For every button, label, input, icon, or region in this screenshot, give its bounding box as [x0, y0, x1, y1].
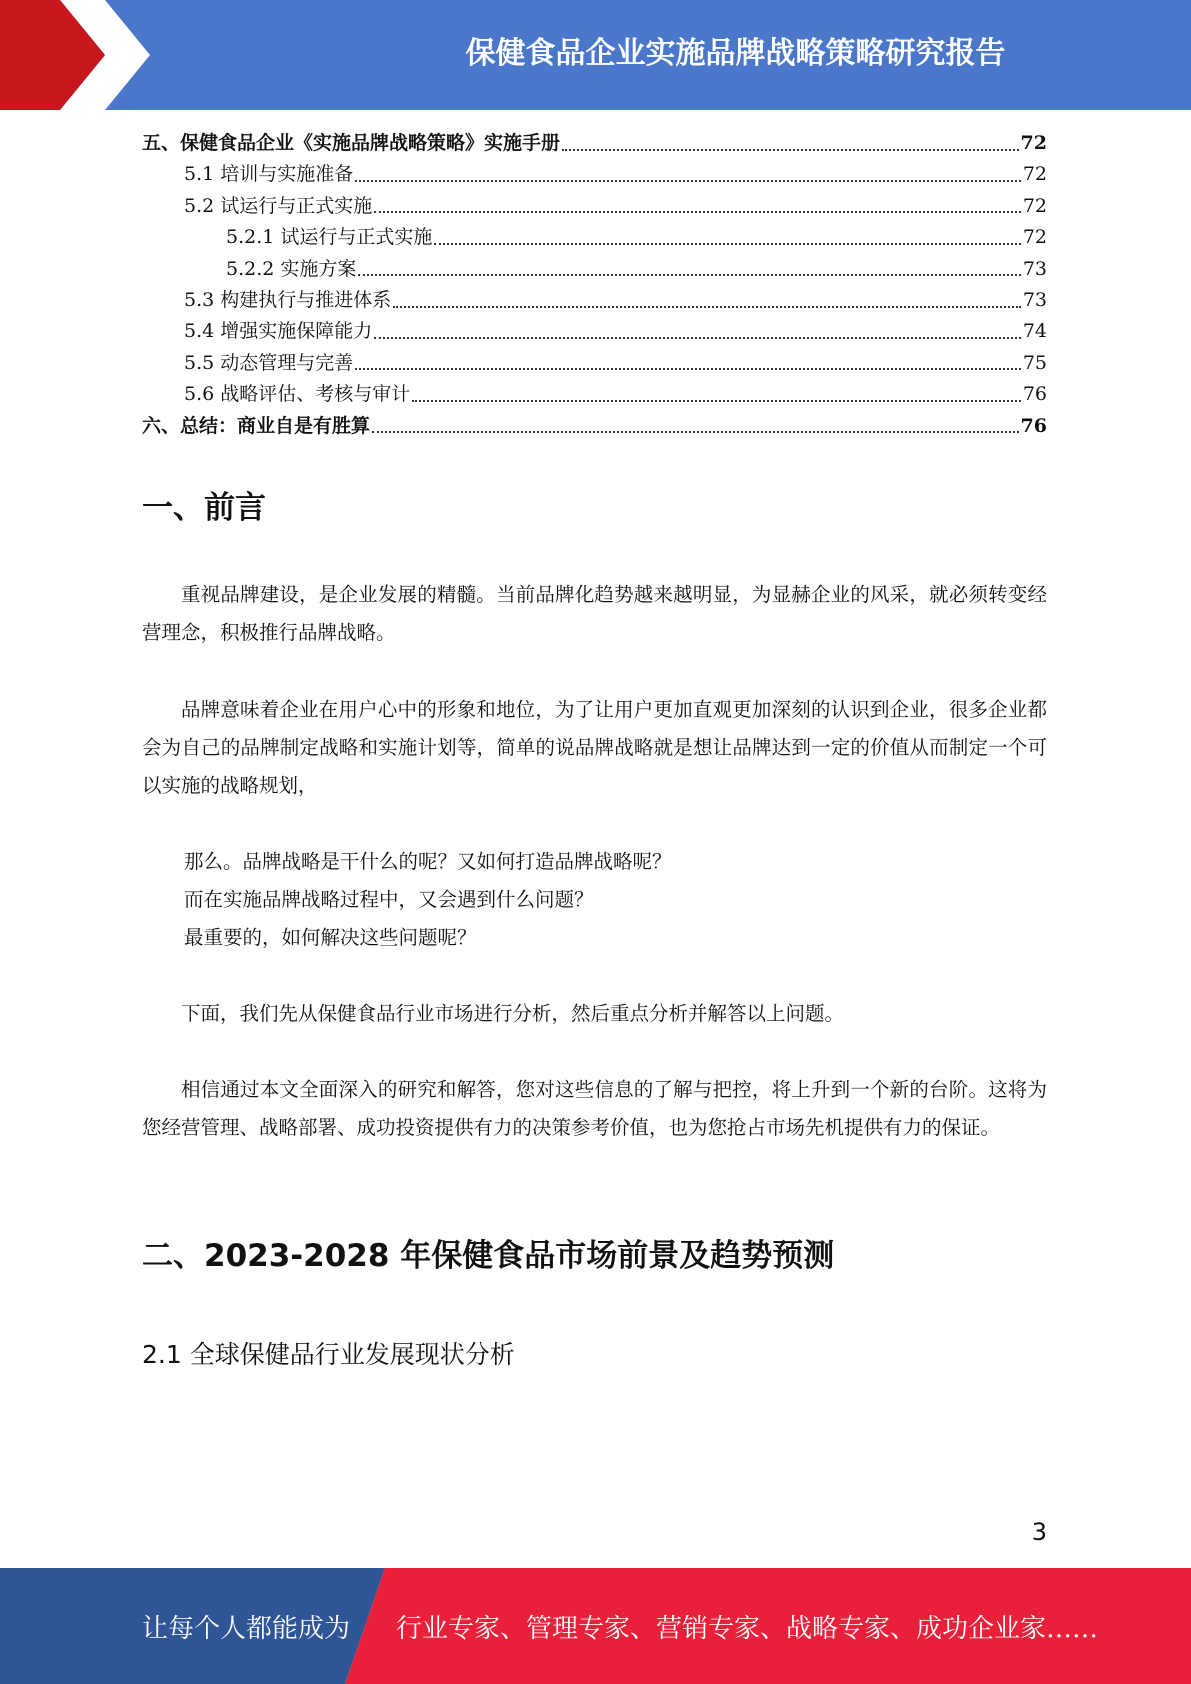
page-number: 3 — [1031, 1518, 1047, 1546]
header-title: 保健食品企业实施品牌战略策略研究报告 — [465, 36, 1006, 71]
question-line: 而在实施品牌战略过程中，又会遇到什么问题？ — [184, 888, 594, 911]
toc-entry[interactable] — [142, 348, 1047, 379]
toc-entry-page: 76 — [1022, 383, 1047, 406]
toc-entry[interactable] — [142, 411, 1047, 442]
toc-entry[interactable] — [142, 316, 1047, 347]
toc-entry-page: 72 — [1020, 132, 1047, 154]
footer-slogan-left: 让每个人都能成为 — [142, 1613, 351, 1644]
toc-dot-leader — [355, 368, 1021, 370]
toc-dot-leader — [434, 243, 1020, 245]
toc-entry[interactable] — [142, 222, 1047, 253]
toc-entry-page: 72 — [1022, 163, 1047, 186]
toc-entry[interactable] — [142, 379, 1047, 410]
toc-entry-title: 5.2 试运行与正式实施 — [184, 194, 373, 217]
toc-entry-page: 76 — [1020, 414, 1047, 437]
toc-dot-leader — [412, 400, 1021, 402]
toc-dot-leader — [393, 306, 1021, 308]
toc-entry-page: 73 — [1022, 288, 1047, 311]
toc-entry-title: 5.5 动态管理与完善 — [184, 351, 354, 374]
toc-entry-page: 72 — [1022, 226, 1047, 249]
toc-entry[interactable] — [142, 254, 1047, 285]
toc-dot-leader — [355, 180, 1021, 182]
toc-entry-page: 74 — [1022, 320, 1047, 343]
paragraph: 重视品牌建设，是企业发展的精髓。当前品牌化趋势越来越明显，为显赫企业的风采，就必须转变经营理念，积极推行品牌战略。 — [142, 583, 1047, 644]
toc-entry-page: 75 — [1022, 351, 1047, 374]
toc-entry-page: 73 — [1022, 257, 1047, 280]
paragraph: 品牌意味着企业在用户心中的形象和地位，为了让用户更加直观更加深刻的认识到企业，很多企业都会为自己的品牌制定战略和实施计划等，简单的说品牌战略就是想让品牌达到一定的价值从而制定一个可以实施的战略规划， — [142, 698, 1047, 797]
toc-dot-leader — [374, 211, 1021, 213]
toc-entry[interactable] — [142, 159, 1047, 190]
page-footer — [0, 1568, 1191, 1684]
question-line: 那么。品牌战略是干什么的呢？又如何打造品牌战略呢？ — [184, 850, 672, 873]
toc-entry-title: 六、总结：商业自是有胜算 — [142, 414, 371, 437]
section-heading-preface: 一、前言 — [142, 490, 266, 526]
toc-entry-title: 5.3 构建执行与推进体系 — [184, 288, 392, 311]
toc-entry[interactable] — [142, 191, 1047, 222]
section-heading-market-forecast: 二、2023-2028 年保健食品市场前景及趋势预测 — [142, 1238, 835, 1274]
toc-entry-title: 5.4 增强实施保障能力 — [184, 320, 373, 343]
paragraph: 相信通过本文全面深入的研究和解答，您对这些信息的了解与把控，将上升到一个新的台阶。这将为您经营管理、战略部署、成功投资提供有力的决策参考价值，也为您抢占市场先机提供有力的保证。 — [142, 1078, 1047, 1139]
toc-entry-title: 5.6 战略评估、考核与审计 — [184, 383, 411, 406]
toc-entry-page: 72 — [1022, 194, 1047, 217]
toc-entry-title: 5.2.2 实施方案 — [226, 257, 357, 280]
toc-dot-leader — [358, 274, 1020, 276]
toc-entry-title: 五、保健食品企业《实施品牌战略策略》实施手册 — [142, 132, 561, 154]
paragraph: 下面，我们先从保健食品行业市场进行分析，然后重点分析并解答以上问题。 — [181, 1002, 845, 1025]
toc-dot-leader — [562, 149, 1019, 151]
question-line: 最重要的，如何解决这些问题呢？ — [184, 926, 477, 949]
toc-entry-title: 5.1 培训与实施准备 — [184, 163, 354, 186]
toc-dot-leader — [374, 337, 1021, 339]
table-of-contents — [142, 128, 1047, 442]
footer-slogan-right: 行业专家、管理专家、营销专家、战略专家、成功企业家…… — [396, 1613, 1099, 1644]
toc-dot-leader — [372, 431, 1019, 433]
page-header — [0, 0, 1191, 110]
subsection-heading: 2.1 全球保健品行业发展现状分析 — [142, 1340, 515, 1369]
toc-entry-title: 5.2.1 试运行与正式实施 — [226, 226, 433, 249]
toc-entry[interactable] — [142, 285, 1047, 316]
toc-entry[interactable] — [142, 128, 1047, 159]
